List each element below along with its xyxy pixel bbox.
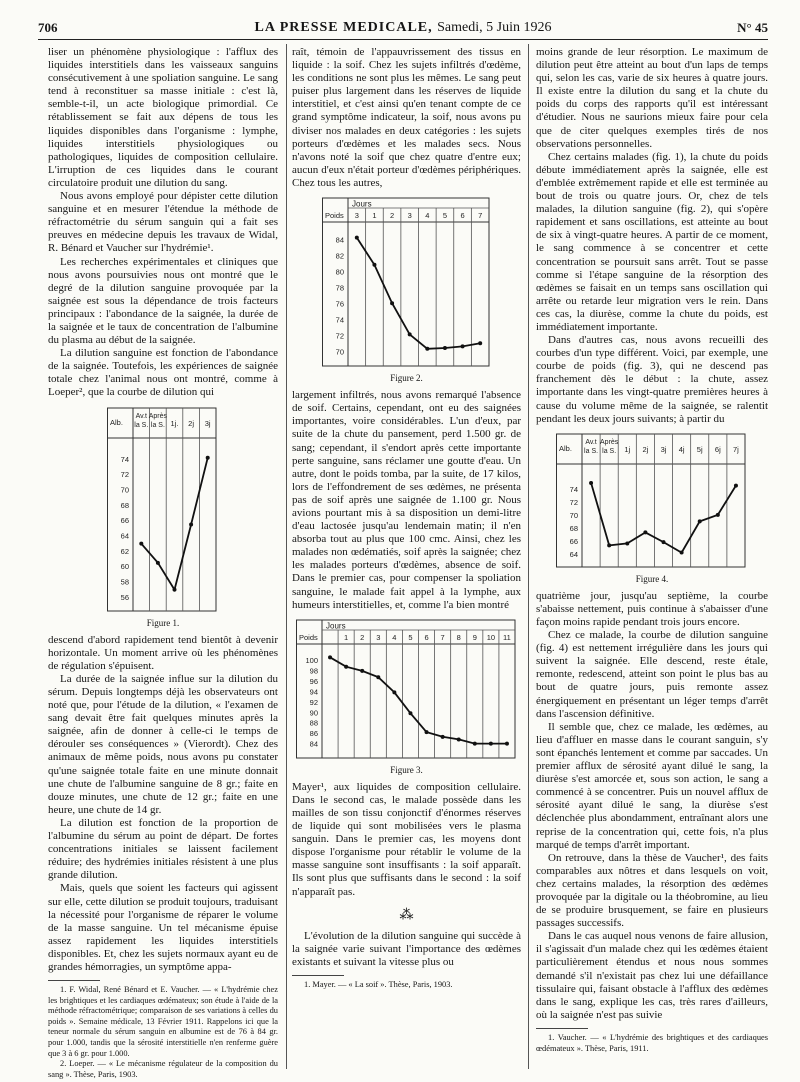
y-tick-label: 84 (309, 739, 318, 749)
column-right (536, 46, 768, 1054)
column-label: 1 (343, 632, 348, 642)
y-tick-label: 78 (335, 283, 344, 293)
data-point (376, 675, 380, 679)
data-point (189, 522, 193, 526)
data-point (662, 540, 666, 544)
y-tick-label: 66 (569, 536, 578, 546)
data-point (408, 711, 412, 715)
column-label: 9 (472, 632, 477, 642)
data-point (360, 669, 364, 673)
column-label: 4 (391, 632, 396, 642)
column-label: 8 (456, 632, 461, 642)
column-left (48, 46, 278, 1080)
chart-frame (296, 620, 515, 758)
column-label: la S. (602, 447, 617, 455)
data-point (488, 741, 492, 745)
column-label: la S. (584, 447, 599, 455)
data-point (460, 344, 464, 348)
data-point (734, 483, 738, 487)
y-tick-label: 84 (335, 235, 344, 245)
y-tick-label: 94 (309, 687, 318, 697)
column-label: la S. (134, 421, 149, 429)
data-point (372, 263, 376, 267)
column-divider-1 (286, 44, 287, 1069)
section-separator: ⁂ (399, 907, 414, 923)
figure-4-caption: Figure 4. (635, 573, 669, 584)
data-point (344, 664, 348, 668)
column-label: 2j (188, 418, 195, 428)
column-label: 11 (502, 632, 511, 642)
y-tick-label: 74 (120, 454, 129, 464)
figure-4-chart (556, 431, 748, 571)
paragraph: La dilution sanguine est fonction de l'abondance de la saignée. Toutefois, les expériences de saignée totale chez l'animal nous ont montré, comme à Loeper², que la courbe de dilution qui (48, 347, 278, 399)
column-label: 10 (486, 632, 495, 642)
data-point (442, 346, 446, 350)
paragraph: Les recherches expérimentales et cliniques que nous avons poursuivies nous ont montré que le degré de la dilution sanguine provoquée par la saignée est sous la dépendance de trois facteurs principaux : l'abondance de la saignée, la durée de la saignée et le taux de concentration de l'albumine du plasma au début de la saignée. (48, 255, 278, 347)
data-point (716, 513, 720, 517)
y-tick-label: 86 (309, 728, 318, 738)
figure-4 (536, 431, 768, 586)
y-tick-label: 80 (335, 267, 344, 277)
column-label: 2 (389, 211, 394, 221)
figure-3-caption: Figure 3. (390, 764, 423, 775)
y-tick-label: 66 (120, 515, 129, 525)
paragraph: largement infiltrés, nous avons remarqué l'absence de soif. Certains, cependant, ont eu des saignées importantes, voire considérables. L'un d'eux, par suite de la chute du pansement, perd 1.500 gr. de sang; cependant, il s'endort après cette importante perte sanguine, sans réclamer une goutte d'eau. Un autre, dont le poids tomba, par la suite, de 17 kilos, lors de l'effondrement de ses œdèmes, ne présenta pas de soif après une saignée de 1.100 gr. Nous avions pourtant mis à sa disposition un demi-litre d'eau lactosée jusqu'au lendemain matin; il n'en absorba tout au plus que 100 cmc. Ainsi, chez les malades non œdématiés, soif après la saignée; chez les malades porteurs d'œdèmes, absence de soif. Dans le premier cas, pour compenser la spoliation sanguine, le malade fait appel à la lymphe, aux humeurs interstitielles, et, comme l'a bien montré (292, 389, 521, 611)
column-label: 3 (354, 211, 359, 221)
data-point (698, 519, 702, 523)
paragraph: La durée de la saignée influe sur la dilution du sérum. Depuis longtemps déjà les observateurs ont noté que, pour l'étude de la dilution, « l'examen de sang devait être fait quelques minutes après la saignée, afin de donner à celle-ci le temps de dérouler ses conséquences » (Vierordt). Chez des animaux de même poids, nous avons pu constater qu'une saignée totale faite en une minute donnait une chute de l'albumine sanguine de 8 gr.; faite en douze minutes, une chute de 12 gr.; faite en une heure, une chute de 14 gr. (48, 672, 278, 816)
page-number: 706 (38, 20, 58, 35)
data-point (440, 735, 444, 739)
paragraph: moins grande de leur résorption. Le maximum de dilution peut être atteint au bout d'un laps de temps qui, selon les cas, varie de six heures à quatre jours. Il existe entre la dilution du sang et la chute du poids du corps des rapports qu'il est intéressant d'étudier. Nous ne saurions mieux faire pour cela que de citer quelques exemples tirés de nos observations personnelles. (536, 46, 768, 150)
y-tick-label: 90 (309, 707, 318, 717)
journal-name: LA PRESSE MEDICALE, (254, 20, 433, 35)
column-label: 3 (375, 632, 380, 642)
paragraph: Chez ce malade, la courbe de dilution sanguine (fig. 4) est nettement irrégulière dans les jours qui suivent la saignée. Elle descend, reste étale, remonte, redescend, atteint son point le plus bas au bout de quatre jours, puis remonte assez énergiquement en présentant un léger temps d'arrêt dans l'ascension définitive. (536, 629, 768, 720)
data-point (424, 730, 428, 734)
data-point (328, 655, 332, 659)
y-tick-label: 100 (304, 655, 318, 665)
column-label: 3j (660, 444, 667, 454)
issue-number: N° 45 (737, 20, 768, 35)
y-tick-label: 96 (309, 676, 318, 686)
y-tick-label: 60 (120, 561, 129, 571)
figure-2-caption: Figure 2. (390, 373, 423, 384)
data-point (354, 236, 358, 240)
column-middle (292, 46, 521, 991)
data-point (407, 332, 411, 336)
footnote: 1. Vaucher. — « L'hydrémie des brightiques et des cardiaques œdémateux ». Thèse, Paris, 1911. (536, 1032, 768, 1053)
y-tick-label: 72 (569, 497, 578, 507)
column-label: Av.t (135, 412, 148, 420)
column-label: 7 (440, 632, 445, 642)
data-point (206, 455, 210, 459)
column-label: 3 (407, 211, 412, 221)
data-point (472, 741, 476, 745)
figure-2 (292, 195, 521, 385)
footnote-rule (292, 975, 344, 976)
y-tick-label: 62 (120, 546, 129, 556)
figure-1-caption: Figure 1. (146, 617, 180, 628)
data-point (607, 543, 611, 547)
data-point (478, 341, 482, 345)
paragraph: Dans le cas auquel nous venons de faire allusion, il s'agissait d'un malade chez qui les œdèmes étaient particulièrement étendus et nous nous sommes demandé s'il n'existait pas chez lui une défaillance tissulaire qui, faisant obstacle à l'afflux des œdèmes dans le sang, explique les cas, très rares d'ailleurs, où la saignée n'est pas suivie (536, 930, 768, 1021)
paragraph: descend d'abord rapidement tend bientôt à devenir horizontale. Un moment arrive où les phénomènes de régulation s'épuisent. (48, 633, 278, 672)
column-label: 7 (477, 211, 482, 221)
column-label: 5j (696, 444, 703, 454)
column-divider-2 (528, 44, 529, 1069)
column-label: 2 (359, 632, 364, 642)
top-axis-label: Jours (351, 199, 372, 209)
footnote: 1. Mayer. — « La soif ». Thèse, Paris, 1903. (304, 980, 453, 990)
top-axis-label: Jours (325, 621, 346, 631)
figure-3 (292, 617, 521, 777)
y-tick-label: 98 (309, 666, 318, 676)
footnote: 2. Loeper. — « Le mécanisme régulateur de la composition du sang ». Thèse, Paris, 1903. (48, 1059, 278, 1079)
y-axis-label: Alb. (559, 443, 572, 453)
header-rule (38, 39, 768, 40)
column-label: 2j (642, 444, 649, 454)
column-label: Après (148, 412, 168, 420)
footnote-rule (48, 980, 100, 981)
column-label: 4j (678, 444, 685, 454)
figure-3-chart (296, 617, 518, 762)
data-point (392, 690, 396, 694)
data-point (390, 301, 394, 305)
y-tick-label: 64 (120, 531, 129, 541)
column-label: 6 (423, 632, 429, 642)
issue-date: Samedi, 5 Juin 1926 (437, 20, 552, 35)
data-point (456, 737, 460, 741)
y-tick-label: 72 (335, 331, 344, 341)
footnote-rule (536, 1028, 588, 1029)
paragraph: Mais, quels que soient les facteurs qui agissent sur elle, cette dilution se produit toujours, traduisant la nécessité pour l'organisme de réparer le volume de la masse sanguine. Un tel mécanisme épuise assez rapidement les liquides interstitiels disponibles. Et, chez les sujets normaux ayant eu de grandes hémorragies, un symptôme appa- (48, 882, 278, 973)
column-label: 3j (204, 418, 211, 428)
data-point (643, 530, 647, 534)
paragraph: Il semble que, chez ce malade, les œdèmes, au lieu d'affluer en masse dans le courant sanguin, s'y sont épanchés lentement et comme par saccades. Un premier afflux de sérosité ayant dilué le sang, la diurèse s'est amorcée et, sous son action, le sang a commencé à se concentrer. Puis un nouvel afflux de sérosité ayant dilué le sang, la diurèse s'est déclenchée plus abondamment, entraînant alors une reprise de la concentration qui, cette fois, n'a plus marqué de temps d'arrêt important. (536, 720, 768, 851)
data-point (589, 481, 593, 485)
y-tick-label: 56 (120, 592, 129, 602)
column-label: 6j (714, 444, 721, 454)
y-tick-label: 76 (335, 299, 344, 309)
paragraph: raît, témoin de l'appauvrissement des tissus en liquide : la soif. Chez les sujets infiltrés d'œdème, les conditions ne sont plus les mêmes. Le sang peut puiser plus largement dans les réserves de liquide interstitiel, et c'est ainsi qu'en tenant compte de ce grand symptôme indicateur, la soif, nous avons pu diviser nos malades en deux catégories : les sujets porteurs d'œdèmes et les malades secs. Nous n'avons noté la soif que chez quatre d'entre eux; aucun d'eux n'était porteur d'œdèmes périphériques. Chez tous les autres, (292, 46, 521, 189)
y-axis-label: Poids (324, 211, 344, 221)
y-axis-label: Alb. (110, 417, 123, 427)
column-label: Av.t (585, 438, 597, 446)
paragraph: L'évolution de la dilution sanguine qui succède à la saignée varie suivant l'importance des œdèmes existants et suivant la vitesse plus ou (292, 929, 521, 968)
paragraph: On retrouve, dans la thèse de Vaucher¹, des faits comparables aux nôtres et dans lesquels on voit, chez certains malades, la résorption des œdèmes provoquée par la digitale ou la théobromine, au lieu de se produire brusquement, se faire en plusieurs passages successifs. (536, 851, 768, 930)
figure-1-chart (107, 405, 219, 615)
paragraph: Nous avons employé pour dépister cette dilution sanguine et en mesurer l'étendue la méthode de réfractométrie du sérum sanguin qui a fait ses preuves en médecine depuis les travaux de Widal, R. Bénard et Vaucher sur l'hydrémie¹. (48, 190, 278, 255)
column-label: 4 (424, 211, 429, 221)
paragraph: Mayer¹, aux liquides de composition cellulaire. Dans le second cas, le malade possède dans les mailles de son tissu conjonctif d'énormes réserves de liquide qui sont mobilisées vers le plasma sanguin. Dans le premier cas, les moyens dont dispose l'organisme pour rétablir le volume de la masse sanguine sont insuffisants : la soif apparaît. Ils sont plus que suffisants dans le second : la soif n'apparaît pas. (292, 780, 521, 898)
column-label: 5 (407, 632, 413, 642)
data-point (139, 541, 143, 545)
y-tick-label: 88 (309, 718, 318, 728)
y-tick-label: 82 (335, 251, 344, 261)
paragraph: quatrième jour, jusqu'au septième, la courbe s'abaisse nettement, puis continue à s'abaisser d'une façon moins rapide pendant trois jours encore. (536, 589, 768, 628)
column-label: 1 (371, 211, 377, 221)
paragraph: Chez certains malades (fig. 1), la chute du poids débute immédiatement après la saignée, elle est d'emblée extrêmement rapide et elle est terminée au bout de trois ou quatre jours. Or, chez de tels malades, la dilution sanguine (fig. 2), qui s'opère rapidement et sans oscillations, est atteinte au bout de six à vingt-quatre heures. A partir de ce moment, le sang commence à se concentrer et cette concentration se poursuit sans arrêt. Tout se passe comme si l'étape sanguine de la résorption des œdèmes se faisait en un temps sans oscillation qui arrête ou retarde leur migration vers le rein. Dans ces cas, la diurèse, comme la chute du poids, est immédiatement importante. (536, 150, 768, 333)
data-point (625, 541, 629, 545)
data-point (156, 560, 160, 564)
column-label: la S. (150, 421, 165, 429)
y-tick-label: 70 (120, 485, 129, 495)
y-axis-label: Poids (298, 632, 318, 642)
paragraph: Dans d'autres cas, nous avons recueilli des courbes d'un type différent. Voici, par exemple, une courbe de poids (fig. 3), qui ne descend pas franchement dès le début : la chute, assez importante dans les vingt-quatre premières heures à cause du volume même de la saignée, se ralentit pendant les deux jours suivants; à partir du (536, 334, 768, 425)
y-tick-label: 68 (569, 523, 578, 533)
data-point (173, 587, 177, 591)
column-label: 5 (442, 211, 447, 221)
y-tick-label: 92 (309, 697, 318, 707)
y-tick-label: 72 (120, 469, 129, 479)
y-tick-label: 70 (569, 510, 578, 520)
data-point (425, 347, 429, 351)
y-tick-label: 64 (569, 549, 578, 559)
column-label: 7j (733, 444, 739, 454)
y-tick-label: 68 (120, 500, 129, 510)
column-label: 1j (624, 444, 631, 454)
data-line (141, 457, 207, 589)
y-tick-label: 74 (569, 484, 578, 494)
y-tick-label: 70 (335, 347, 344, 357)
chart-frame (322, 198, 489, 366)
column-label: 6 (459, 211, 465, 221)
journal-title (38, 20, 768, 36)
y-tick-label: 58 (120, 577, 129, 587)
data-point (504, 741, 508, 745)
column-label: 1j. (170, 418, 179, 428)
figure-2-chart (322, 195, 492, 370)
footnote: 1. F. Widal, René Bénard et E. Vaucher. — « L'hydrémie chez les brightiques et les cardiaques œdémateux; son étude à l'aide de la méthode réfractométrique; comparaison de ses variations à celles du poids ». Semaine médicale, 13 Février 1911. Rappelons ici que la teneur normale du sérum sanguin en albumine est de 76 à 84 gr. pour 1.000, tandis que la sérosité interstitielle n'en renferme guère que 3 à 6 gr. pour 1.000. (48, 985, 278, 1058)
figure-1 (48, 405, 278, 630)
paragraph: liser un phénomène physiologique : l'afflux des liquides interstitiels dans les vaisseaux sanguins consécutivement à une spoliation sanguine. Le sang tend à reconstituer sa masse initiale : c'est là, semble-t-il, un acte biologique primordial. Ce rétablissement se fait aux dépens de tous les liquides disponibles dans l'organisme : lymphe, liquides interstitiels physiologiques ou pathologiques, liquides de composition cellulaire. L'irruption de ces liquides dans le courant circulatoire produit une dilution du sang. (48, 46, 278, 189)
y-tick-label: 74 (335, 315, 344, 325)
data-point (680, 550, 684, 554)
column-label: Après (600, 438, 619, 446)
paragraph: La dilution est fonction de la proportion de l'albumine du sérum au point de départ. De fortes concentrations initiales se laissent facilement réduire; des hydrémies initiales résistent à une plus grande dilution. (48, 816, 278, 882)
